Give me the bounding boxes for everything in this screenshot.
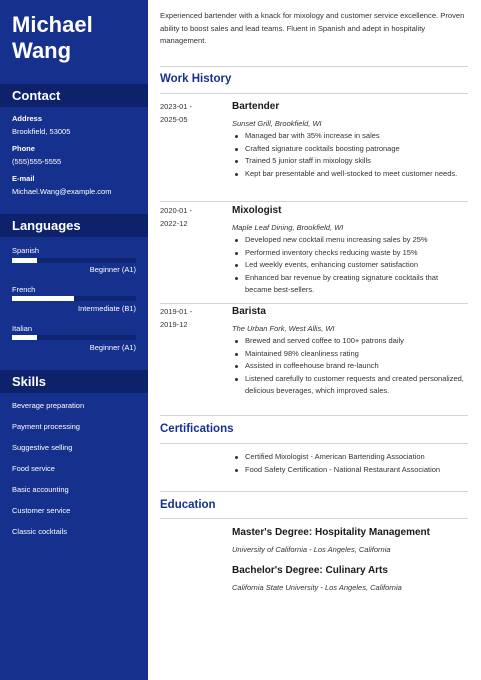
education-degree: Bachelor's Degree: Culinary Arts [232, 565, 388, 576]
skill-item: Classic cocktails [12, 527, 68, 536]
job-date [160, 101, 192, 126]
education-school: University of California - Los Angeles, California [232, 545, 391, 554]
job-date-end: 2022-12 [160, 218, 188, 228]
job-bullet: Performed inventory checks reducing waste by 15% [232, 247, 464, 260]
language-bar-fill [12, 296, 74, 301]
certification-item: Food Safety Certification - National Restaurant Association [232, 464, 464, 477]
main-content [148, 0, 481, 680]
job-date-start: 2023-01 - [160, 102, 193, 111]
education-school: California State University - Los Angeles, California [232, 583, 402, 592]
job-bullet: Trained 5 junior staff in mixology skills [232, 155, 464, 168]
job-bullet: Brewed and served coffee to 100+ patrons daily [232, 335, 464, 348]
job-bullet: Kept bar presentable and well-stocked to meet customer needs. [232, 168, 464, 181]
job-bullet: Crafted signature cocktails boosting patronage [232, 143, 464, 156]
job-bullet: Managed bar with 35% increase in sales [232, 130, 464, 143]
education-heading: Education [160, 499, 216, 511]
job-date-end: 2019-12 [160, 319, 188, 329]
language-level: Beginner (A1) [89, 343, 136, 352]
job-company: Maple Leaf Dining, Brookfield, WI [232, 223, 344, 232]
sidebar [0, 0, 148, 680]
section-divider [160, 518, 468, 519]
language-level: Beginner (A1) [89, 265, 136, 274]
address-value: Brookfield, 53005 [12, 127, 71, 136]
language-level: Intermediate (B1) [78, 304, 136, 313]
certifications-heading: Certifications [160, 423, 234, 435]
language-bar [12, 335, 136, 340]
section-divider [160, 93, 468, 94]
job-bullets [232, 234, 464, 297]
job-date-end: 2025-05 [160, 114, 188, 124]
section-divider [160, 491, 468, 492]
job-title: Mixologist [232, 205, 282, 216]
summary: Experienced bartender with a knack for mixology and customer service excellence. Proven ability to boost sales and lead teams. Fluent in Spanish and adept in hospitality management. [160, 11, 465, 45]
language-bar-fill [12, 258, 37, 263]
section-divider [160, 415, 468, 416]
skill-item: Food service [12, 464, 55, 473]
job-title: Bartender [232, 101, 280, 112]
job-title: Barista [232, 306, 266, 317]
job-bullet: Listened carefully to customer requests and created personalized, delicious beverages, which improved sales. [232, 373, 464, 398]
job-bullet: Led weekly events, enhancing customer satisfaction [232, 259, 464, 272]
language-bar [12, 296, 136, 301]
candidate-name [0, 0, 148, 64]
section-divider [160, 66, 468, 67]
language-name: French [12, 285, 36, 294]
job-company: Sunset Grill, Brookfield, WI [232, 119, 322, 128]
education-degree: Master's Degree: Hospitality Management [232, 527, 430, 538]
contact-heading: Contact [0, 84, 148, 107]
job-date [160, 306, 192, 331]
language-bar-fill [12, 335, 37, 340]
job-bullet: Enhanced bar revenue by creating signature cocktails that became best-sellers. [232, 272, 464, 297]
job-date [160, 205, 192, 230]
language-name: Italian [12, 324, 33, 333]
last-name: Wang [12, 38, 72, 63]
skill-item: Payment processing [12, 422, 80, 431]
language-name: Spanish [12, 246, 40, 255]
job-date-start: 2020-01 - [160, 206, 193, 215]
email-value[interactable]: Michael.Wang@example.com [12, 187, 112, 196]
phone-value: (555)555-5555 [12, 157, 62, 166]
email-label: E-mail [12, 174, 35, 183]
job-bullets [232, 130, 464, 180]
skill-item: Suggestive selling [12, 443, 73, 452]
skill-item: Customer service [12, 506, 71, 515]
job-date-start: 2019-01 - [160, 307, 193, 316]
language-bar [12, 258, 136, 263]
work-history-heading: Work History [160, 73, 232, 85]
job-company: The Urban Fork, West Allis, WI [232, 324, 335, 333]
address-label: Address [12, 114, 43, 123]
job-divider [160, 303, 468, 304]
job-bullets [232, 335, 464, 398]
certification-list [232, 451, 464, 476]
phone-label: Phone [12, 144, 35, 153]
job-bullet: Developed new cocktail menu increasing sales by 25% [232, 234, 464, 247]
skill-item: Beverage preparation [12, 401, 85, 410]
first-name: Michael [12, 12, 93, 37]
job-bullet: Assisted in coffeehouse brand re-launch [232, 360, 464, 373]
certification-item: Certified Mixologist - American Bartending Association [232, 451, 464, 464]
section-divider [160, 443, 468, 444]
job-divider [160, 201, 468, 202]
skills-heading: Skills [0, 370, 148, 393]
languages-heading: Languages [0, 214, 148, 237]
skill-item: Basic accounting [12, 485, 69, 494]
job-bullet: Maintained 98% cleanliness rating [232, 348, 464, 361]
